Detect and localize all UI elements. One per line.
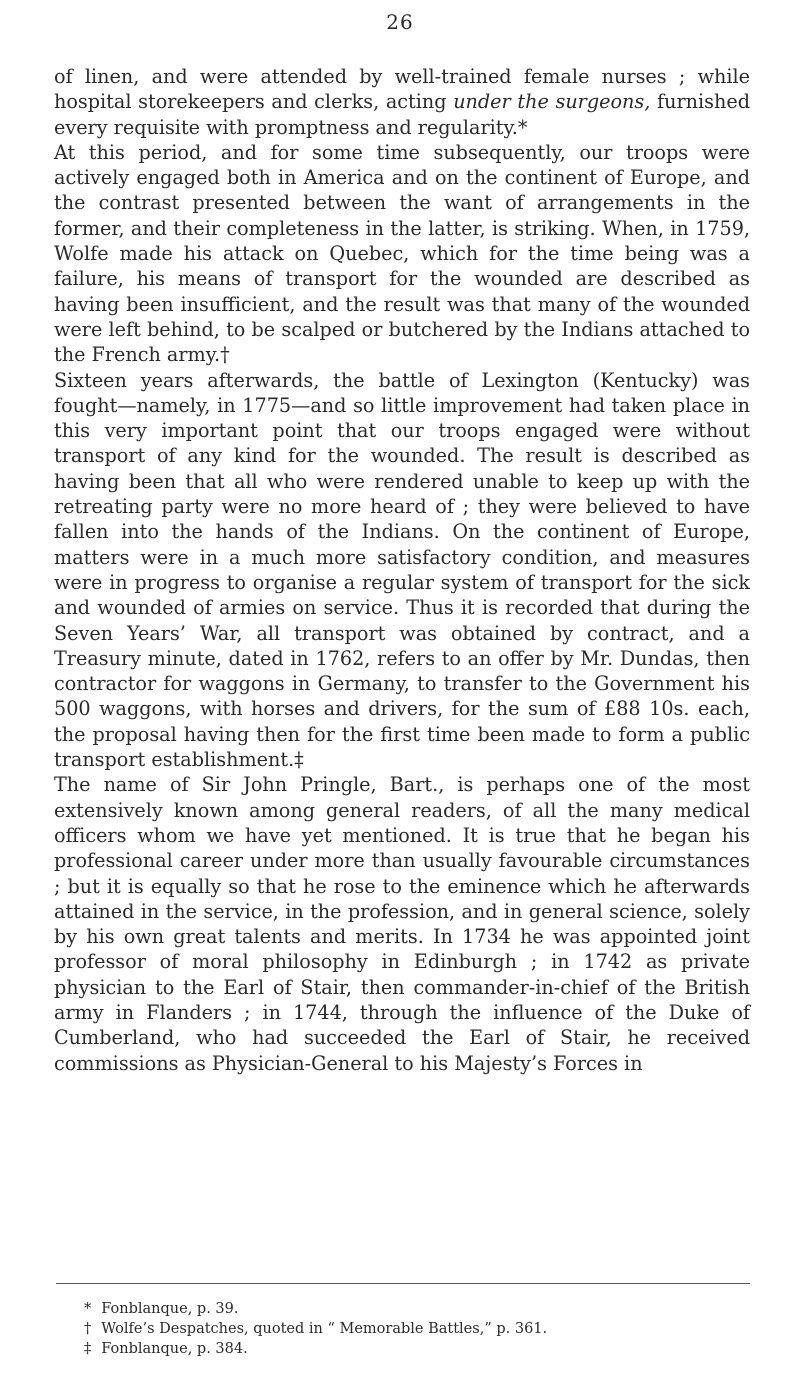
paragraph-1-text-end: furnished every requisite with promptness and regularity.* — [54, 90, 750, 139]
footnote — [84, 1299, 744, 1319]
footnote-mark: † — [84, 1321, 92, 1337]
paragraph-4: The name of Sir John Pringle, Bart., is perhaps one of the most extensively known among general readers, of all the many medical officers whom we have yet mentioned. It is true that he began his professional career under more than usually favourable circumstances ; but it is equally so that he rose to the eminence which he afterwards attained in the service, in the profession, and in general science, solely by his own great talents and merits. In 1734 he was appointed joint professor of moral philosophy in Edinburgh ; in 1742 as private physician to the Earl of Stair, then commander-in-chief of the British army in Flanders ; in 1744, through the influence of the Duke of Cumberland, who had succeeded the Earl of Stair, he received commissions as Physician-General to his Majesty’s Forces in — [54, 773, 750, 1075]
paragraph-1-italic-phrase: under the surgeons, — [453, 90, 651, 114]
footnote-text: Wolfe’s Despatches, quoted in “ Memorable Battles,” p. 361. — [101, 1321, 548, 1337]
paragraph-2: At this period, and for some time subsequently, our troops were actively engaged both in America and on the continent of Europe, and the contrast presented between the want of arrangements in the former, and their completeness in the latter, is striking. When, in 1759, Wolfe made his attack on Quebec, which for the time being was a failure, his means of transport for the wounded are described as having been insufficient, and the result was that many of the wounded were left behind, to be scalped or butchered by the Indians attached to the French army.† — [54, 140, 750, 367]
footnote-mark: ‡ — [84, 1341, 92, 1357]
footnote-text: Fonblanque, p. 384. — [101, 1341, 248, 1357]
paragraph-1 — [54, 64, 750, 140]
paragraph-1-text-start: of linen, and were attended by well-trained female nurses ; while hospital storekeepers and clerks, acting — [54, 65, 750, 114]
footnote-divider — [56, 1283, 750, 1284]
page-number: 26 — [386, 10, 414, 34]
footnote-text: Fonblanque, p. 39. — [101, 1301, 239, 1317]
body-text — [54, 64, 750, 1076]
footnote — [84, 1339, 744, 1359]
footnotes — [84, 1299, 744, 1359]
footnote — [84, 1319, 744, 1339]
footnote-mark: * — [84, 1301, 92, 1317]
paragraph-3: Sixteen years afterwards, the battle of Lexington (Kentucky) was fought—namely, in 1775—and so little improvement had taken place in this very important point that our troops engaged were without transport of any kind for the wounded. The result is described as having been that all who were rendered unable to keep up with the retreating party were no more heard of ; they were believed to have fallen into the hands of the Indians. On the continent of Europe, matters were in a much more satisfactory condition, and measures were in progress to organise a regular system of transport for the sick and wounded of armies on service. Thus it is recorded that during the Seven Years’ War, all transport was obtained by contract, and a Treasury minute, dated in 1762, refers to an offer by Mr. Dundas, then contractor for waggons in Germany, to transfer to the Government his 500 waggons, with horses and drivers, for the sum of £88 10s. each, the proposal having then for the first time been made to form a public transport establishment.‡ — [54, 368, 750, 772]
